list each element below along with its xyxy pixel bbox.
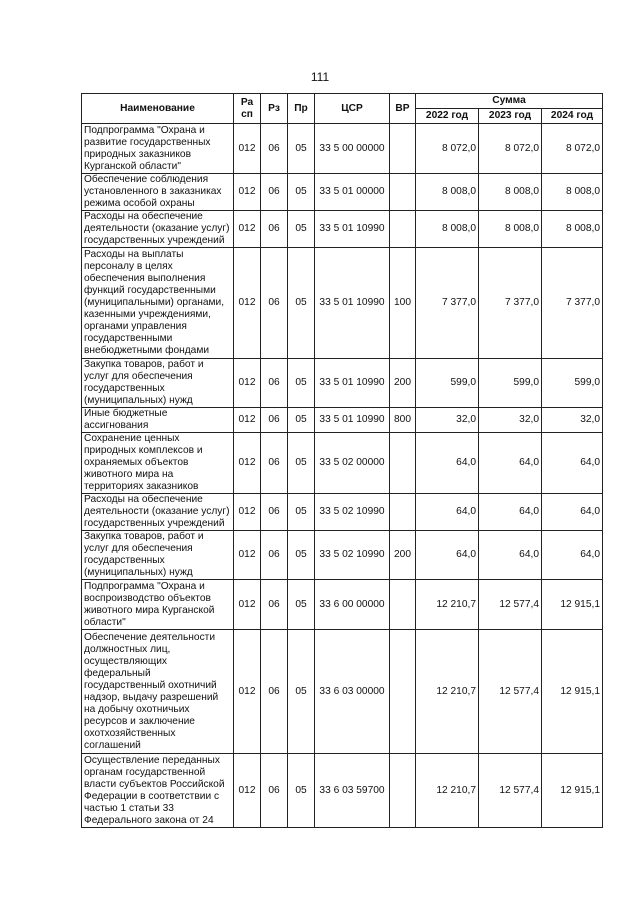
header-vr: ВР <box>390 94 416 124</box>
row-name: Иные бюджетные ассигнования <box>82 408 234 433</box>
row-vr <box>390 174 416 211</box>
header-year-2022: 2022 год <box>416 109 479 124</box>
row-sum-2023: 64,0 <box>479 494 542 531</box>
row-rasp: 012 <box>234 211 261 248</box>
row-pr: 05 <box>288 124 315 174</box>
row-sum-2022: 12 210,7 <box>416 580 479 630</box>
row-vr: 800 <box>390 408 416 433</box>
row-csr: 33 5 02 00000 <box>315 433 390 494</box>
row-sum-2023: 7 377,0 <box>479 248 542 359</box>
row-name: Закупка товаров, работ и услуг для обеспечения государственных (муниципальных) нужд <box>82 359 234 408</box>
row-rz: 06 <box>261 124 288 174</box>
table-row <box>82 494 603 531</box>
row-name: Обеспечение деятельности должностных лиц, осуществляющих федеральный государственный охотничий надзор, выдачу разрешений на добычу охотничьих ресурсов и заключение охотхозяйственных соглашений <box>82 630 234 754</box>
row-sum-2024: 8 008,0 <box>542 174 603 211</box>
row-rasp: 012 <box>234 248 261 359</box>
row-sum-2022: 12 210,7 <box>416 630 479 754</box>
row-rasp: 012 <box>234 754 261 828</box>
table-row <box>82 174 603 211</box>
header-pr: Пр <box>288 94 315 124</box>
header-csr: ЦСР <box>315 94 390 124</box>
row-vr <box>390 211 416 248</box>
row-rz: 06 <box>261 580 288 630</box>
row-sum-2022: 64,0 <box>416 531 479 580</box>
row-sum-2023: 64,0 <box>479 433 542 494</box>
row-rz: 06 <box>261 359 288 408</box>
row-pr: 05 <box>288 248 315 359</box>
table-row <box>82 408 603 433</box>
budget-table <box>81 93 603 828</box>
table-row <box>82 211 603 248</box>
row-rasp: 012 <box>234 408 261 433</box>
row-sum-2023: 8 008,0 <box>479 211 542 248</box>
row-sum-2024: 12 915,1 <box>542 630 603 754</box>
header-rasp: Ра сп <box>234 94 261 124</box>
row-rz: 06 <box>261 630 288 754</box>
row-sum-2023: 12 577,4 <box>479 754 542 828</box>
row-sum-2023: 8 008,0 <box>479 174 542 211</box>
row-csr: 33 6 03 00000 <box>315 630 390 754</box>
row-name: Расходы на обеспечение деятельности (оказание услуг) государственных учреждений <box>82 211 234 248</box>
header-year-2023: 2023 год <box>479 109 542 124</box>
row-pr: 05 <box>288 754 315 828</box>
row-csr: 33 5 00 00000 <box>315 124 390 174</box>
row-sum-2023: 12 577,4 <box>479 630 542 754</box>
row-csr: 33 5 02 10990 <box>315 531 390 580</box>
row-sum-2022: 32,0 <box>416 408 479 433</box>
row-vr <box>390 580 416 630</box>
row-sum-2022: 64,0 <box>416 494 479 531</box>
row-sum-2022: 8 008,0 <box>416 211 479 248</box>
row-pr: 05 <box>288 531 315 580</box>
row-sum-2022: 12 210,7 <box>416 754 479 828</box>
row-csr: 33 6 03 59700 <box>315 754 390 828</box>
row-pr: 05 <box>288 494 315 531</box>
row-sum-2023: 32,0 <box>479 408 542 433</box>
row-csr: 33 6 00 00000 <box>315 580 390 630</box>
table-row <box>82 433 603 494</box>
row-pr: 05 <box>288 359 315 408</box>
row-sum-2024: 32,0 <box>542 408 603 433</box>
row-sum-2024: 64,0 <box>542 531 603 580</box>
row-sum-2024: 599,0 <box>542 359 603 408</box>
row-pr: 05 <box>288 433 315 494</box>
table-row <box>82 630 603 754</box>
page-number: 111 <box>310 70 330 84</box>
header-rz: Рз <box>261 94 288 124</box>
row-name: Сохранение ценных природных комплексов и охраняемых объектов животного мира на территориях заказников <box>82 433 234 494</box>
row-pr: 05 <box>288 211 315 248</box>
row-sum-2023: 599,0 <box>479 359 542 408</box>
row-csr: 33 5 01 10990 <box>315 211 390 248</box>
header-sum: Сумма <box>416 94 603 109</box>
row-sum-2022: 599,0 <box>416 359 479 408</box>
row-sum-2023: 64,0 <box>479 531 542 580</box>
row-pr: 05 <box>288 580 315 630</box>
row-rasp: 012 <box>234 174 261 211</box>
row-rz: 06 <box>261 248 288 359</box>
table-row <box>82 359 603 408</box>
row-name: Подпрограмма "Охрана и развитие государственных природных заказников Курганской области" <box>82 124 234 174</box>
row-sum-2023: 8 072,0 <box>479 124 542 174</box>
row-rz: 06 <box>261 433 288 494</box>
row-rasp: 012 <box>234 433 261 494</box>
table-row <box>82 754 603 828</box>
row-sum-2022: 8 072,0 <box>416 124 479 174</box>
row-csr: 33 5 02 10990 <box>315 494 390 531</box>
row-name: Расходы на обеспечение деятельности (оказание услуг) государственных учреждений <box>82 494 234 531</box>
row-vr: 100 <box>390 248 416 359</box>
row-rasp: 012 <box>234 630 261 754</box>
row-name: Обеспечение соблюдения установленного в заказниках режима особой охраны <box>82 174 234 211</box>
row-rasp: 012 <box>234 580 261 630</box>
row-rz: 06 <box>261 174 288 211</box>
row-rasp: 012 <box>234 494 261 531</box>
row-sum-2024: 12 915,1 <box>542 580 603 630</box>
row-rz: 06 <box>261 211 288 248</box>
row-pr: 05 <box>288 408 315 433</box>
row-rz: 06 <box>261 531 288 580</box>
row-sum-2022: 8 008,0 <box>416 174 479 211</box>
row-rasp: 012 <box>234 359 261 408</box>
row-sum-2022: 64,0 <box>416 433 479 494</box>
row-rz: 06 <box>261 494 288 531</box>
row-name: Подпрограмма "Охрана и воспроизводство объектов животного мира Курганской области" <box>82 580 234 630</box>
row-sum-2024: 64,0 <box>542 433 603 494</box>
row-sum-2024: 12 915,1 <box>542 754 603 828</box>
header-year-2024: 2024 год <box>542 109 603 124</box>
row-rz: 06 <box>261 408 288 433</box>
row-vr <box>390 630 416 754</box>
row-name: Расходы на выплаты персоналу в целях обеспечения выполнения функций государственными (муниципальными) органами, казенными учреждениями, органами управления государственными внебюджетными фондами <box>82 248 234 359</box>
header-name: Наименование <box>82 94 234 124</box>
row-vr <box>390 124 416 174</box>
row-rasp: 012 <box>234 124 261 174</box>
row-vr <box>390 754 416 828</box>
table-row <box>82 248 603 359</box>
row-vr <box>390 494 416 531</box>
row-sum-2024: 64,0 <box>542 494 603 531</box>
row-rz: 06 <box>261 754 288 828</box>
row-sum-2024: 7 377,0 <box>542 248 603 359</box>
row-pr: 05 <box>288 174 315 211</box>
row-csr: 33 5 01 10990 <box>315 248 390 359</box>
table-row <box>82 580 603 630</box>
row-sum-2024: 8 072,0 <box>542 124 603 174</box>
row-sum-2024: 8 008,0 <box>542 211 603 248</box>
row-vr: 200 <box>390 531 416 580</box>
table-row <box>82 531 603 580</box>
row-sum-2023: 12 577,4 <box>479 580 542 630</box>
row-vr <box>390 433 416 494</box>
row-name: Закупка товаров, работ и услуг для обеспечения государственных (муниципальных) нужд <box>82 531 234 580</box>
row-vr: 200 <box>390 359 416 408</box>
row-csr: 33 5 01 00000 <box>315 174 390 211</box>
row-rasp: 012 <box>234 531 261 580</box>
table-row <box>82 124 603 174</box>
row-name: Осуществление переданных органам государственной власти субъектов Российской Федерации в соответствии с частью 1 статьи 33 Федерального закона от 24 <box>82 754 234 828</box>
row-sum-2022: 7 377,0 <box>416 248 479 359</box>
row-csr: 33 5 01 10990 <box>315 408 390 433</box>
row-pr: 05 <box>288 630 315 754</box>
row-csr: 33 5 01 10990 <box>315 359 390 408</box>
